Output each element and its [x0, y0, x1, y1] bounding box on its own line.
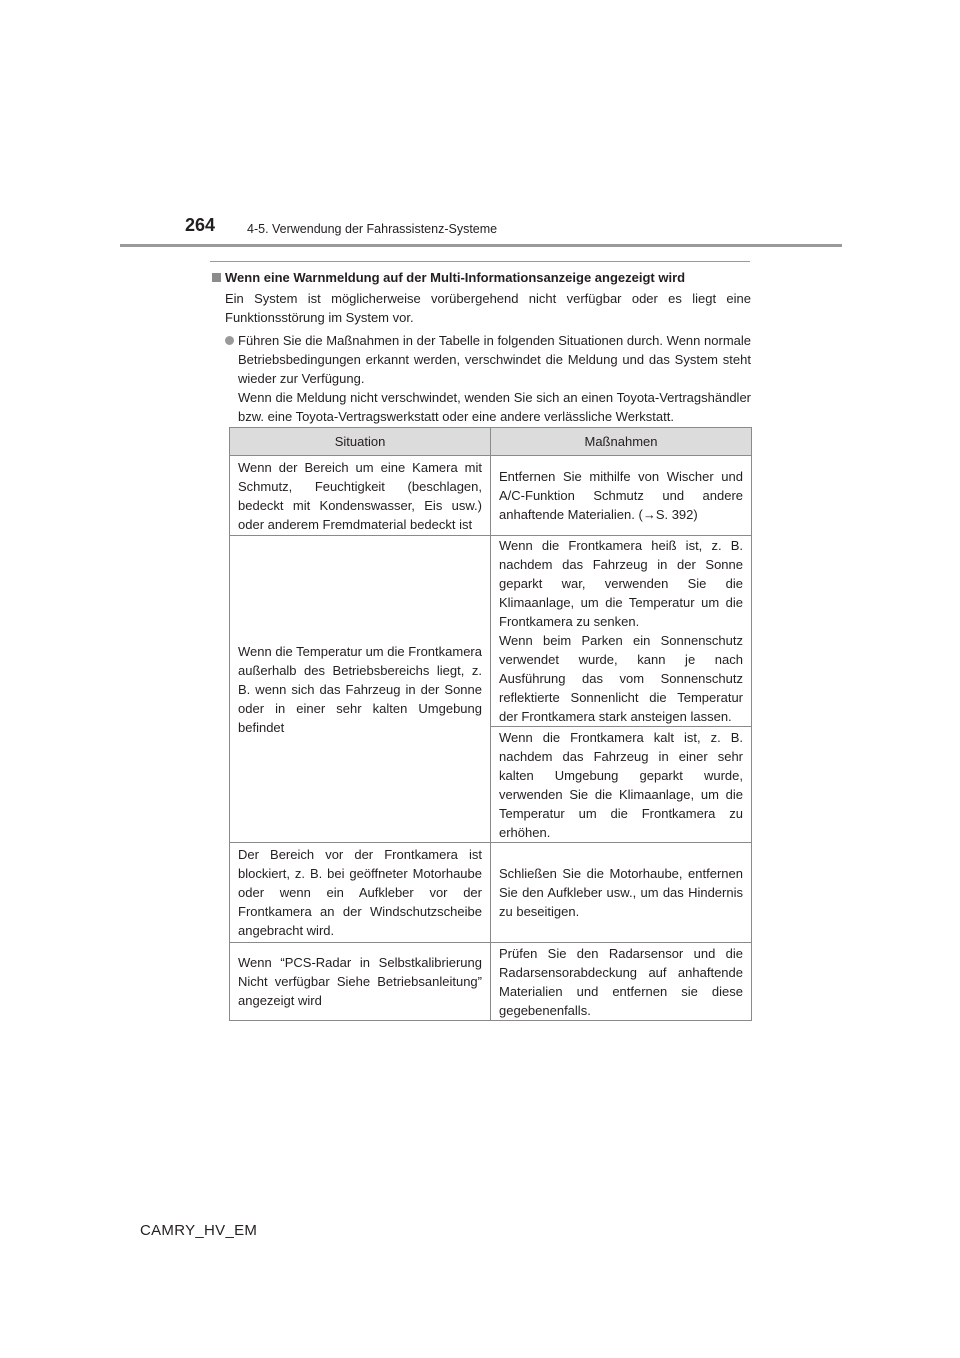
table-cell-situation: Wenn die Temperatur um die Frontkamera außerhalb des Betriebsbereichs liegt, z. B. wenn sich das Fahrzeug in der Sonne oder in einer sehr kalten Umgebung befindet [230, 536, 491, 843]
table-row [230, 536, 752, 727]
table-row [230, 456, 752, 536]
table-cell-action: Entfernen Sie mithilfe von Wischer und A/C-Funktion Schmutz und andere anhaftende Materialien. (→S. 392) [491, 456, 752, 536]
circle-bullet-icon [225, 336, 234, 345]
content-divider [210, 261, 750, 262]
subsection-heading-text: Wenn eine Warnmeldung auf der Multi-Informationsanzeige angezeigt wird [225, 270, 686, 285]
table-cell-action: Schließen Sie die Motorhaube, entfernen Sie den Aufkleber usw., um das Hindernis zu beseitigen. [491, 843, 752, 943]
measures-table [229, 427, 752, 1021]
table-cell-situation: Wenn der Bereich um eine Kamera mit Schmutz, Feuchtigkeit (beschlagen, bedeckt mit Kondenswasser, Eis usw.) oder anderem Fremdmaterial bedeckt ist [230, 456, 491, 536]
table-cell-action: Prüfen Sie den Radarsensor und die Radarsensorabdeckung auf anhaftende Materialien und entfernen sie diese gegebenenfalls. [491, 943, 752, 1021]
intro-paragraph: Ein System ist möglicherweise vorübergehend nicht verfügbar oder es liegt eine Funktionsstörung im System vor. [225, 291, 751, 325]
table-cell-situation: Der Bereich vor der Frontkamera ist blockiert, z. B. bei geöffneter Motorhaube oder wenn ein Aufkleber vor der Frontkamera an der Windschutzscheibe angebracht wird. [230, 843, 491, 943]
action-line: Wenn die Frontkamera heiß ist, z. B. nachdem das Fahrzeug in der Sonne geparkt war, verwenden Sie die Klimaanlage, um die Temperatur um die Frontkamera zu senken. [499, 538, 743, 629]
header-divider [120, 244, 842, 247]
action-line: Wenn beim Parken ein Sonnenschutz verwendet wurde, kann je nach Ausführung das vom Sonnenschutz reflektierte Sonnenlicht die Temperatur der Frontkamera stark ansteigen lassen. [499, 633, 743, 724]
page-number: 264 [185, 215, 216, 235]
table-row [230, 843, 752, 943]
subsection-heading [212, 268, 752, 287]
document-code: CAMRY_HV_EM [140, 1222, 258, 1239]
table-cell-situation: Wenn “PCS-Radar in Selbstkalibrierung Nicht verfügbar Siehe Betriebsanleitung” angezeigt wird [230, 943, 491, 1021]
followup-paragraph: Wenn die Meldung nicht verschwindet, wenden Sie sich an einen Toyota-Vertragshändler bzw. eine Toyota-Vertragswerkstatt oder eine andere verlässliche Werkstatt. [238, 390, 751, 424]
table-cell-action [491, 536, 752, 727]
bullet-text: Führen Sie die Maßnahmen in der Tabelle in folgenden Situationen durch. Wenn normale Betriebsbedingungen erkannt werden, verschwindet die Meldung und das System steht wieder zur Verfügung. [238, 333, 751, 386]
table-header-situation: Situation [230, 428, 491, 456]
section-title: 4-5. Verwendung der Fahrassistenz-Systeme [247, 222, 498, 236]
square-bullet-icon [212, 273, 221, 282]
table-header-actions: Maßnahmen [491, 428, 752, 456]
table-cell-action: Wenn die Frontkamera kalt ist, z. B. nachdem das Fahrzeug in einer sehr kalten Umgebung geparkt wurde, verwenden Sie die Klimaanlage, um die Temperatur um die Frontkamera zu erhöhen. [491, 727, 752, 843]
table-row [230, 943, 752, 1021]
bullet-item [225, 331, 751, 388]
table-header-row [230, 428, 752, 456]
